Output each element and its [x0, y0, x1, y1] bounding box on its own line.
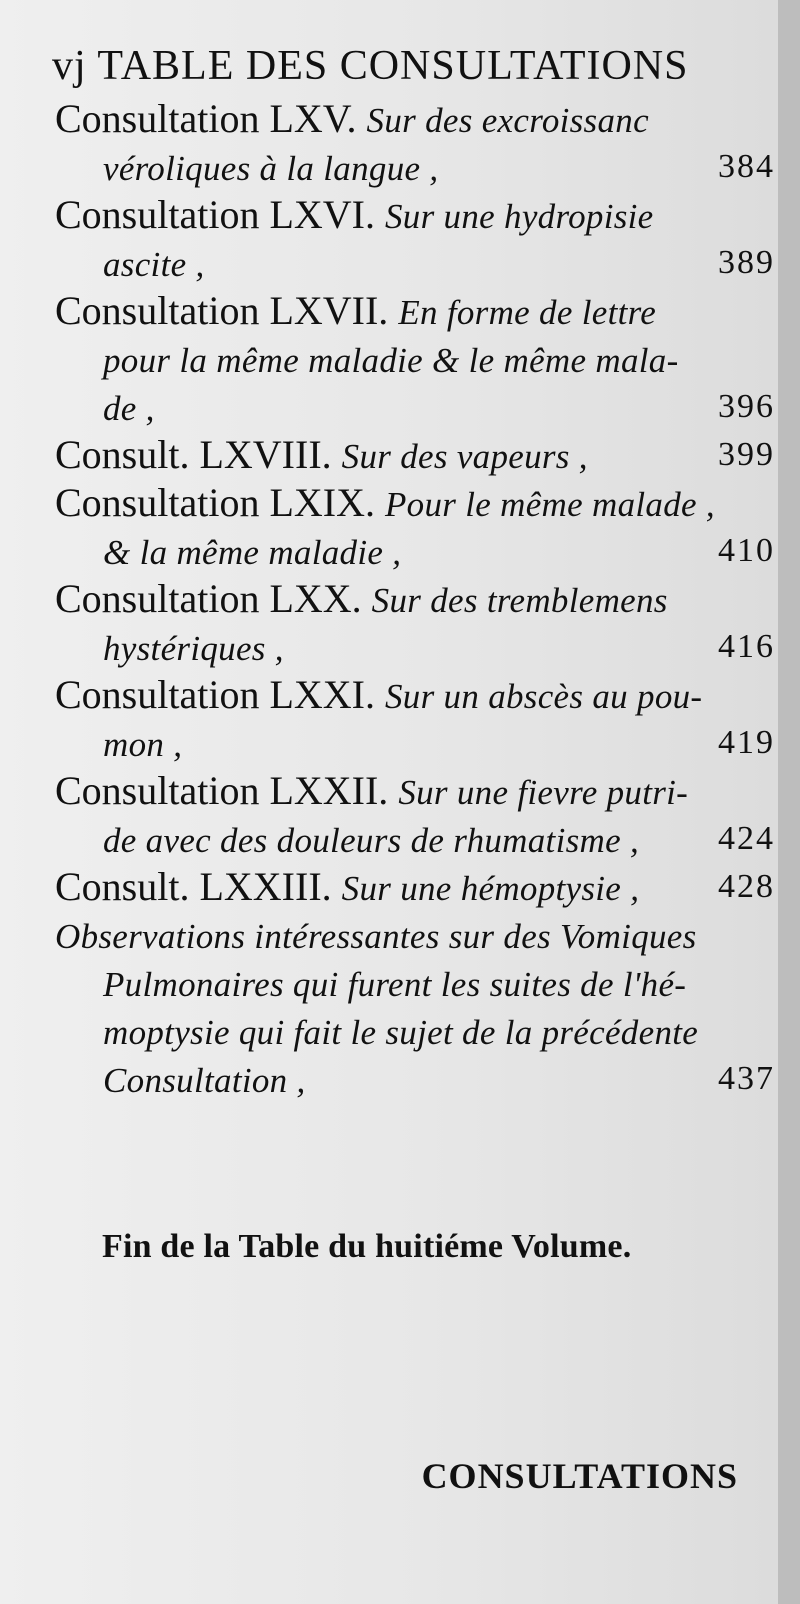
entry-page-number: 416 — [718, 628, 775, 665]
entry-line — [55, 480, 775, 528]
toc-entry — [55, 192, 775, 288]
entry-page-number: 419 — [718, 724, 775, 761]
entry-line — [55, 816, 775, 864]
entry-label: Consultation LXIX. — [55, 480, 375, 525]
catchword: CONSULTATIONS — [421, 1456, 738, 1496]
entry-line — [55, 672, 775, 720]
entry-line — [55, 192, 775, 240]
entry-line — [55, 864, 775, 912]
entry-line — [55, 720, 775, 768]
toc-entry — [55, 432, 775, 480]
entry-page-number: 399 — [718, 436, 775, 473]
entry-page-number: 389 — [718, 244, 775, 281]
entry-label: Consultation LXXI. — [55, 672, 375, 717]
entry-label: Consultation LXV. — [55, 96, 357, 141]
entry-line — [55, 384, 775, 432]
entry-page-number: 424 — [718, 820, 775, 857]
entry-description: de , — [103, 389, 155, 428]
entry-description: Sur une hémoptysie , — [341, 869, 640, 908]
entry-line — [55, 912, 775, 960]
entry-description: En forme de lettre — [398, 293, 657, 332]
entry-line — [55, 1056, 775, 1104]
toc-entry — [55, 288, 775, 432]
entry-description: Sur un abscès au pou- — [384, 677, 703, 716]
entry-page-number: 428 — [718, 868, 775, 905]
entry-description: Pulmonaires qui furent les suites de l'hé- — [103, 965, 687, 1004]
entry-label: Consultation LXXII. — [55, 768, 389, 813]
entry-line — [55, 288, 775, 336]
entry-description: moptysie qui fait le sujet de la précédente — [103, 1013, 699, 1052]
entry-description: Sur une hydropisie — [384, 197, 654, 236]
toc-entry — [55, 768, 775, 864]
entry-description: & la même maladie , — [103, 533, 402, 572]
end-of-table-note: Fin de la Table du huitiéme Volume. — [102, 1228, 632, 1265]
entry-description: pour la même maladie & le même mala- — [103, 341, 679, 380]
entry-page-number: 437 — [718, 1060, 775, 1097]
entry-description: mon , — [103, 725, 183, 764]
toc-entry — [55, 96, 775, 192]
page-header: vj TABLE DES CONSULTATIONS — [52, 43, 689, 89]
entry-description: Sur des vapeurs , — [341, 437, 588, 476]
entry-description: hystériques , — [103, 629, 284, 668]
entry-line — [55, 576, 775, 624]
entry-description: Sur des excroissanc — [366, 101, 649, 140]
toc-entry — [55, 576, 775, 672]
entry-page-number: 384 — [718, 148, 775, 185]
toc-entry — [55, 912, 775, 1104]
entry-line — [55, 960, 775, 1008]
entry-line — [55, 1008, 775, 1056]
entry-line — [55, 768, 775, 816]
toc-entry — [55, 480, 775, 576]
entry-line — [55, 528, 775, 576]
toc-entry — [55, 864, 775, 912]
entry-label: Consultation LXVII. — [55, 288, 389, 333]
entry-description: de avec des douleurs de rhumatisme , — [103, 821, 640, 860]
entry-line — [55, 432, 775, 480]
entry-description: Sur des tremblemens — [371, 581, 668, 620]
toc-entry — [55, 672, 775, 768]
entry-description: Consultation , — [103, 1061, 306, 1100]
entry-label: Consultation LXX. — [55, 576, 362, 621]
entry-line — [55, 240, 775, 288]
entry-line — [55, 144, 775, 192]
entry-line — [55, 624, 775, 672]
entry-description: ascite , — [103, 245, 205, 284]
entry-page-number: 396 — [718, 388, 775, 425]
table-of-contents — [55, 96, 775, 1104]
entry-line — [55, 96, 775, 144]
entry-label: Consult. LXXIII. — [55, 864, 332, 909]
entry-description: véroliques à la langue , — [103, 149, 439, 188]
entry-label: Consult. LXVIII. — [55, 432, 332, 477]
entry-page-number: 410 — [718, 532, 775, 569]
entry-description: Sur une fievre putri- — [398, 773, 689, 812]
entry-description: Observations intéressantes sur des Vomiques — [55, 917, 697, 956]
entry-line — [55, 336, 775, 384]
entry-description: Pour le même malade , — [384, 485, 715, 524]
entry-label: Consultation LXVI. — [55, 192, 375, 237]
